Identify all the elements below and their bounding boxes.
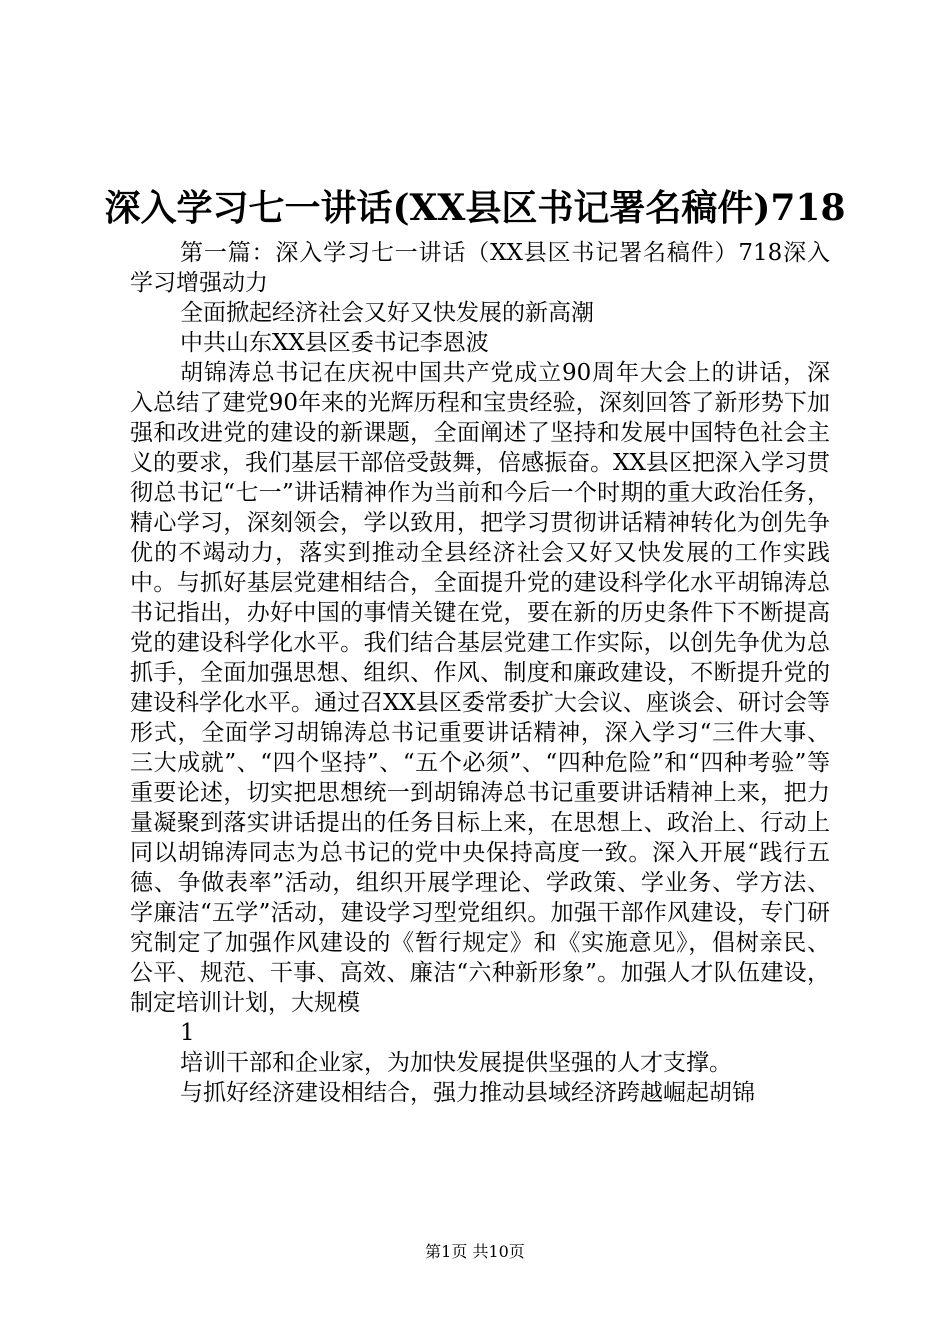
paragraph-author: 中共山东XX县区委书记李恩波	[180, 330, 489, 356]
paragraph-continuation-1: 培训干部和企业家，为加快发展提供坚强的人才支撑。	[180, 1050, 732, 1076]
paragraph-subtitle: 全面掀起经济社会又好又快发展的新高潮	[180, 300, 594, 326]
page-footer: 第1页 共10页	[425, 1242, 525, 1261]
page-number-marker: 1	[180, 1020, 195, 1046]
document-title: 深入学习七一讲话(XX县区书记署名稿件)718	[104, 187, 846, 229]
document-body	[130, 238, 830, 1108]
paragraph-section-heading: 第一篇：深入学习七一讲话（XX县区书记署名稿件）718深入学习增强动力	[130, 240, 830, 296]
paragraph-main: 胡锦涛总书记在庆祝中国共产党成立90周年大会上的讲话，深入总结了建党90年来的光辉历程和宝贵经验，深刻回答了新形势下加强和改进党的建设的新课题，全面阐述了坚持和发展中国特色社会主义的要求，我们基层干部倍受鼓舞，倍感振奋。XX县区把深入学习贯彻总书记“七一”讲话精神作为当前和今后一个时期的重大政治任务，精心学习，深刻领会，学以致用，把学习贯彻讲话精神转化为创先争优的不竭动力，落实到推动全县经济社会又好又快发展的工作实践中。与抓好基层党建相结合，全面提升党的建设科学化水平胡锦涛总书记指出，办好中国的事情关键在党，要在新的历史条件下不断提高党的建设科学化水平。我们结合基层党建工作实际，以创先争优为总抓手，全面加强思想、组织、作风、制度和廉政建设，不断提升党的建设科学化水平。通过召XX县区委常委扩大会议、座谈会、研讨会等形式，全面学习胡锦涛总书记重要讲话精神，深入学习“三件大事、三大成就”、“四个坚持”、“五个必须”、“四种危险”和“四种考验”等重要论述，切实把思想统一到胡锦涛总书记重要讲话精神上来，把力量凝聚到落实讲话提出的任务目标上来，在思想上、政治上、行动上同以胡锦涛同志为总书记的党中央保持高度一致。深入开展“践行五德、争做表率”活动，组织开展学理论、学政策、学业务、学方法、学廉洁“五学”活动，建设学习型党组织。加强干部作风建设，专门研究制定了加强作风建设的《暂行规定》和《实施意见》，倡树亲民、公平、规范、干事、高效、廉洁“六种新形象”。加强人才队伍建设，制定培训计划，大规模	[130, 360, 830, 1016]
paragraph-continuation-2: 与抓好经济建设相结合，强力推动县域经济跨越崛起胡锦	[180, 1080, 755, 1106]
